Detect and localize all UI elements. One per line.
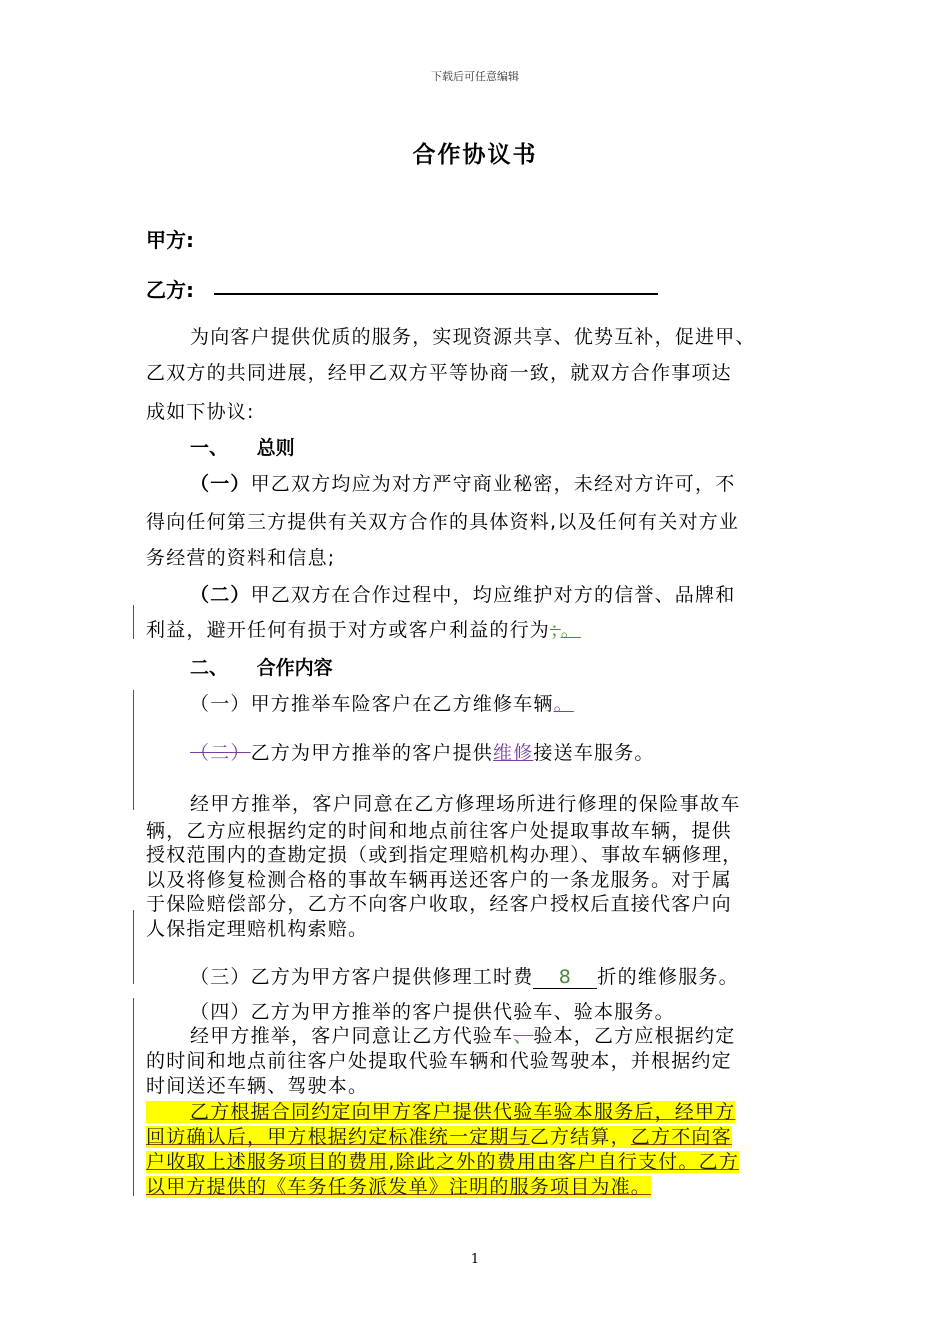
content-item-1-text: （一）甲方推举车险客户在乙方维修车辆 xyxy=(190,693,554,715)
discount-value[interactable] xyxy=(533,966,597,989)
party-b-label: 乙方: xyxy=(146,278,194,302)
discount-number: 8 xyxy=(558,966,573,988)
content-item-4: （四）乙方为甲方推举的客户提供代验车、验本服务。 xyxy=(190,1001,675,1023)
content-item-2-detail-6: 人保指定理赔机构索赔。 xyxy=(146,918,369,940)
page-number: 1 xyxy=(470,1252,480,1267)
clause-1-2-number: （二） xyxy=(190,584,251,606)
content-item-3 xyxy=(190,962,739,989)
content-item-2-text-end: 接送车服务。 xyxy=(533,742,655,764)
revision-bar xyxy=(133,605,134,639)
highlight-line-2 xyxy=(146,1122,732,1149)
clause-1-1-line-3: 务经营的资料和信息; xyxy=(146,547,336,569)
content-item-4-detail-3: 时间送还车辆、驾驶本。 xyxy=(146,1075,369,1097)
content-item-2-detail-2: 辆，乙方应根据约定的时间和地点前往客户处提取事故车辆，提供 xyxy=(146,820,732,842)
highlight-text-1: 乙方根据合同约定向甲方客户提供代验车验本服务后，经甲方 xyxy=(146,1101,735,1123)
document-title: 合作协议书 xyxy=(412,142,538,168)
section-1-number: 一、 xyxy=(190,437,229,459)
highlight-line-1 xyxy=(146,1097,735,1124)
content-item-2-detail-4: 以及将修复检测合格的事故车辆再送还客户的一条龙服务。对于属 xyxy=(146,869,732,891)
content-item-2-text: 乙方为甲方推举的客户提供 xyxy=(250,742,494,764)
party-b-blank-line xyxy=(214,293,658,295)
inserted-period: 。 xyxy=(553,693,574,715)
detail-text-end: 验本，乙方应根据约定 xyxy=(533,1025,736,1047)
content-item-2-detail-3: 授权范围内的查勘定损（或到指定理赔机构办理）、事故车辆修理， xyxy=(146,844,743,866)
revision-bar xyxy=(133,910,134,984)
clause-1-2-text-2: 利益，避开任何有损于对方或客户利益的行为 xyxy=(146,619,551,641)
content-item-2 xyxy=(190,738,655,765)
highlight-text-2a: 回访确认后，甲方根据约定标准统一定期与 xyxy=(146,1126,530,1148)
intro-line-1: 为向客户提供优质的服务，实现资源共享、优势互补，促进甲、 xyxy=(190,326,756,348)
section-1-title: 总则 xyxy=(256,437,295,459)
clause-1-1-line-1 xyxy=(190,469,735,496)
clause-1-2-line-1 xyxy=(190,580,735,607)
inserted-word: 维修 xyxy=(493,742,534,764)
inserted-mark: 。 xyxy=(560,619,581,641)
section-1-heading xyxy=(190,433,295,460)
clause-1-1-text: 甲乙双方均应为对方严守商业秘密，未经对方许可，不 xyxy=(250,473,736,495)
clause-1-1-line-2: 得向任何第三方提供有关双方合作的具体资料,以及任何有关对方业 xyxy=(146,511,740,533)
highlight-line-3 xyxy=(146,1147,739,1174)
revision-bar xyxy=(133,690,134,810)
highlight-line-4 xyxy=(146,1172,651,1199)
highlight-text-2c: 乙方不向客 xyxy=(630,1126,732,1148)
deleted-comma: 、 xyxy=(513,1025,534,1047)
deleted-number: （二） xyxy=(190,742,251,764)
section-2-heading xyxy=(190,653,333,680)
content-item-1 xyxy=(190,689,592,716)
section-2-number: 二、 xyxy=(190,657,229,679)
deleted-mark: ； xyxy=(550,619,561,641)
clause-1-2-line-2 xyxy=(146,615,581,642)
content-item-2-detail-1: 经甲方推举，客户同意在乙方修理场所进行修理的保险事故车 xyxy=(190,793,741,815)
revision-bar xyxy=(133,998,134,1196)
highlight-text-2b: 乙方结算， xyxy=(529,1126,631,1148)
clause-1-2-text: 甲乙双方在合作过程中，均应维护对方的信誉、品牌和 xyxy=(250,584,736,606)
intro-line-2: 乙双方的共同进展，经甲乙双方平等协商一致，就双方合作事项达 xyxy=(146,362,732,384)
page-header: 下载后可任意编辑 xyxy=(431,70,519,83)
party-a-label: 甲方: xyxy=(146,228,194,252)
content-item-3-text-end: 折的维修服务。 xyxy=(597,966,739,988)
highlight-text-3a: 户收取上述服务项目的费用, xyxy=(146,1151,396,1173)
content-item-3-text: （三）乙方为甲方客户提供修理工时费 xyxy=(190,966,534,988)
content-item-4-detail-2: 的时间和地点前往客户处提取代验车辆和代验驾驶本，并根据约定 xyxy=(146,1050,732,1072)
content-item-4-detail-1 xyxy=(190,1021,735,1048)
clause-1-1-number: （一） xyxy=(190,473,251,495)
content-item-2-detail-5: 于保险赔偿部分，乙方不向客户收取，经客户授权后直接代客户向 xyxy=(146,893,732,915)
section-2-title: 合作内容 xyxy=(256,657,333,679)
highlight-text-4: 以甲方提供的《车务任务派发单》注明的服务项目为准。 xyxy=(146,1176,652,1198)
intro-line-3: 成如下协议: xyxy=(146,401,255,423)
highlight-text-3b: 除此之外的费用由客户自行支付。乙方 xyxy=(395,1151,740,1173)
detail-text: 经甲方推举，客户同意让乙方代验车 xyxy=(190,1025,514,1047)
